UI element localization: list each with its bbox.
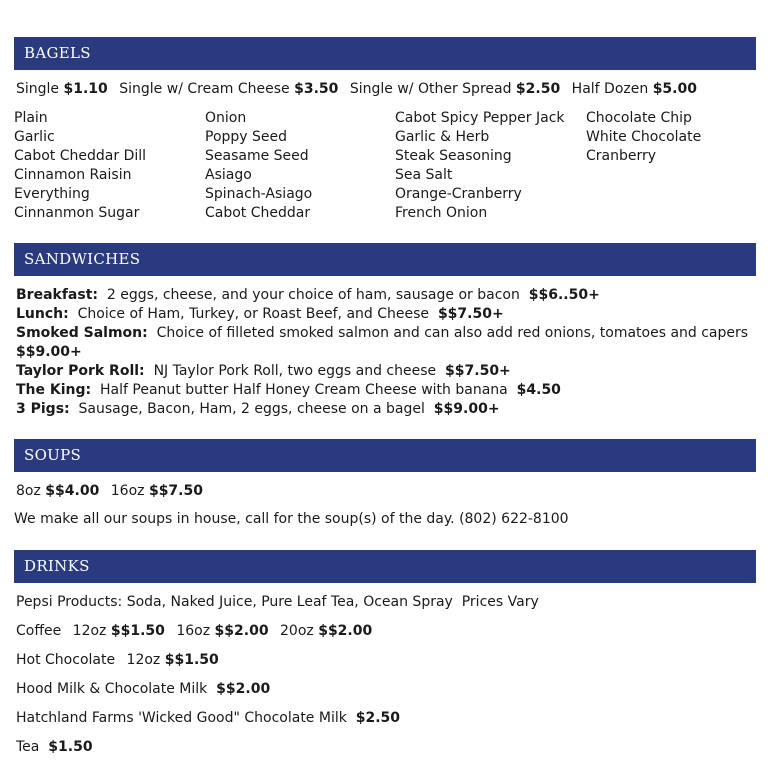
size-price: $$7.50 [148,483,203,499]
sandwich-price: $$6..50+ [528,287,600,303]
drink-label: Tea [16,739,40,755]
drink-label: Hood Milk & Chocolate Milk [16,681,208,697]
drink-price: $1.50 [48,739,93,755]
drink-row-hot-chocolate [16,651,219,670]
drink-label: Coffee [16,623,62,639]
section-header-drinks: DRINKS [14,550,756,583]
drink-row-coffee [16,622,372,641]
bagel-flavor: Cabot Spicy Pepper Jack [395,110,565,126]
section-header-sandwiches: SANDWICHES [14,243,756,276]
size-price: $$2.00 [214,623,269,639]
bagel-flavor: Cinnanmon Sugar [14,205,140,221]
size-label: 12oz [72,623,107,639]
sandwich-price: $4.50 [516,382,561,398]
sandwich-name: Breakfast: [16,287,98,303]
soup-price-row [16,482,203,501]
size-price: $$1.50 [110,623,165,639]
sandwich-item [16,324,748,343]
drink-price: $2.50 [355,710,401,726]
bagel-flavor: Asiago [205,167,252,183]
sandwich-name: Lunch: [16,306,69,322]
bagel-flavor: Everything [14,186,90,202]
price-label: Single w/ Cream Cheese [119,81,290,97]
sandwich-desc: Half Peanut butter Half Honey Cream Cheese with banana [100,382,508,398]
drink-row-hatchland [16,709,400,728]
sandwich-item-price-wrap [16,343,82,362]
drink-label: Pepsi Products: Soda, Naked Juice, Pure Leaf Tea, Ocean Spray [16,594,453,610]
bagel-flavor: Onion [205,110,247,126]
bagel-flavor: Orange-Cranberry [395,186,522,202]
bagel-flavor: White Chocolate [586,129,702,145]
sandwich-item [16,286,600,305]
size-label: 16oz [176,623,211,639]
size-price: $$2.00 [318,623,373,639]
price-label: Half Dozen [571,81,649,97]
size-label: 12oz [126,652,161,668]
bagel-flavor: Cabot Cheddar [205,205,311,221]
bagel-flavor: French Onion [395,205,488,221]
drink-label: Hot Chocolate [16,652,116,668]
sandwich-desc: Sausage, Bacon, Ham, 2 eggs, cheese on a bagel [78,401,425,417]
bagel-flavor-column [14,109,146,223]
size-price: $$4.00 [45,483,100,499]
drink-row-pepsi [16,593,539,612]
bagel-flavor: Cinnamon Raisin [14,167,132,183]
drink-row-tea [16,738,93,757]
sandwich-item [16,381,561,400]
bagel-flavor-column [395,109,565,223]
drink-row-hood-milk [16,680,270,699]
drink-price: Prices Vary [461,594,539,610]
bagel-flavor: Cranberry [586,148,657,164]
price-value: $5.00 [652,81,697,97]
price-label: Single [16,81,60,97]
price-value: $3.50 [294,81,339,97]
section-header-bagels: BAGELS [14,37,756,70]
sandwich-name: The King: [16,382,92,398]
bagel-flavor: Garlic [14,129,55,145]
sandwich-price: $$7.50+ [445,363,511,379]
bagel-flavor: Sea Salt [395,167,453,183]
size-label: 20oz [280,623,314,639]
sandwich-name: Taylor Pork Roll: [16,363,145,379]
sandwich-desc: NJ Taylor Pork Roll, two eggs and cheese [153,363,437,379]
sandwich-item [16,362,511,381]
bagel-flavor-column [586,109,701,166]
size-price: $$1.50 [164,652,219,668]
size-label: 16oz [110,483,145,499]
bagel-flavor: Poppy Seed [205,129,288,145]
bagel-price-row [16,80,697,99]
bagel-flavor: Garlic & Herb [395,129,490,145]
sandwich-name: Smoked Salmon: [16,325,148,341]
bagel-flavor: Steak Seasoning [395,148,512,164]
sandwich-desc: 2 eggs, cheese, and your choice of ham, sausage or bacon [106,287,520,303]
bagel-flavor: Plain [14,110,48,126]
drink-label: Hatchland Farms 'Wicked Good" Chocolate Milk [16,710,347,726]
sandwich-price: $$9.00+ [16,344,82,360]
bagel-flavor: Chocolate Chip [586,110,692,126]
sandwich-item [16,305,504,324]
bagel-flavor-column [205,109,312,223]
bagel-flavor: Cabot Cheddar Dill [14,148,147,164]
soup-note: We make all our soups in house, call for the soup(s) of the day. (802) 622-8100 [14,511,569,527]
price-value: $2.50 [515,81,561,97]
sandwich-desc: Choice of Ham, Turkey, or Roast Beef, and Cheese [77,306,430,322]
sandwich-name: 3 Pigs: [16,401,70,417]
section-header-soups: SOUPS [14,439,756,472]
bagel-flavor: Spinach-Asiago [205,186,313,202]
sandwich-desc: Choice of filleted smoked salmon and can also add red onions, tomatoes and capers [156,325,749,341]
price-label: Single w/ Other Spread [349,81,512,97]
sandwich-price: $$7.50+ [437,306,504,322]
drink-price: $$2.00 [216,681,271,697]
size-label: 8oz [16,483,41,499]
sandwich-price: $$9.00+ [433,401,500,417]
price-value: $1.10 [63,81,108,97]
bagel-flavor: Seasame Seed [205,148,309,164]
sandwich-item [16,400,500,419]
